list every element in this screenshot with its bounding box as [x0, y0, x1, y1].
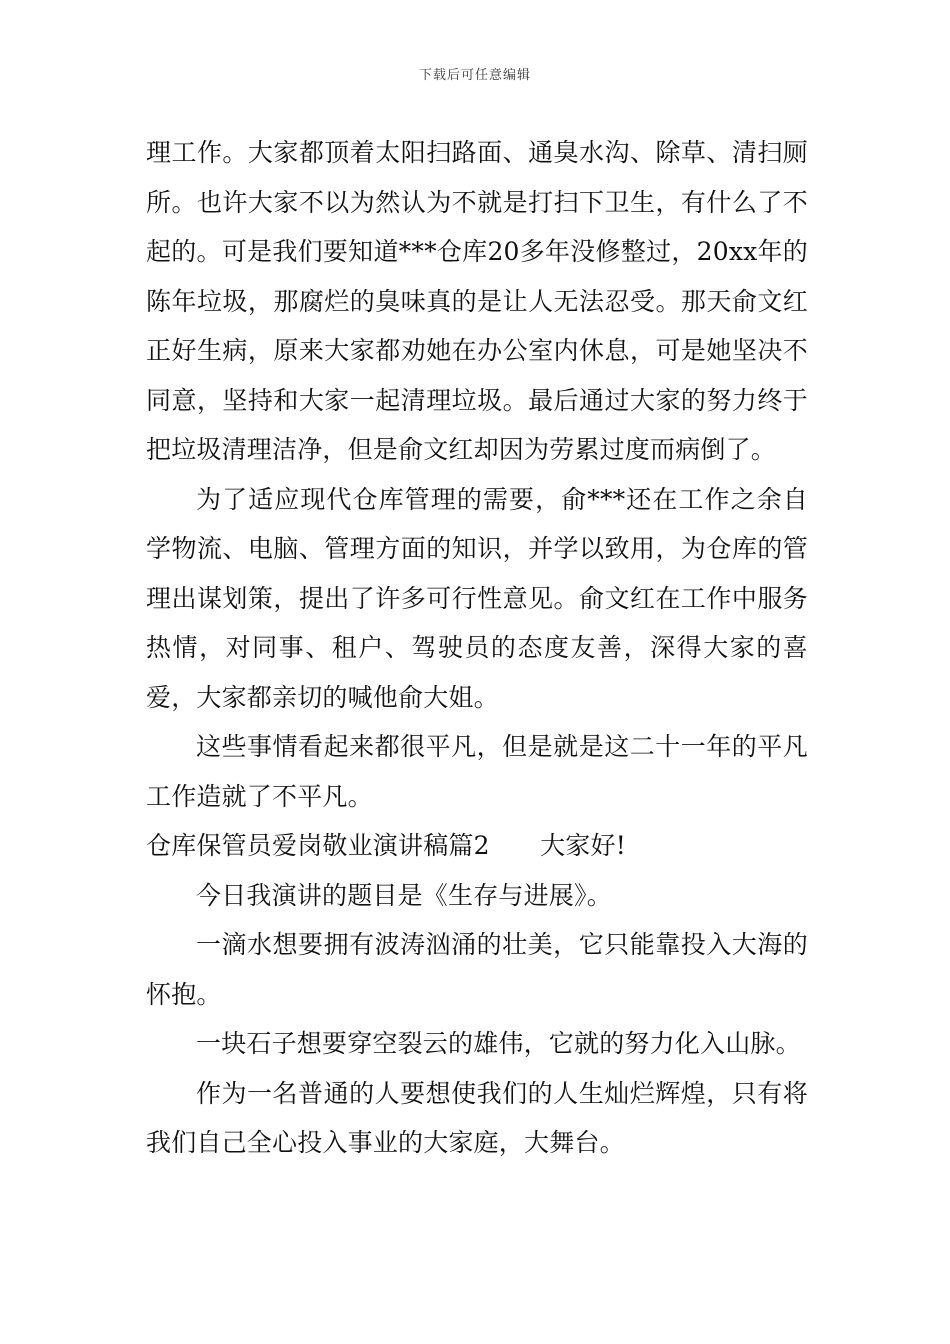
paragraph: 为了适应现代仓库管理的需要，俞***还在工作之余自学物流、电脑、管理方面的知识，并学以致用，为仓库的管理出谋划策，提出了许多可行性意见。俞文红在工作中服务热情，对同事、租户、驾驶员的态度友善，深得大家的喜爱，大家都亲切的喊他俞大姐。 — [146, 484, 808, 712]
paragraph: 理工作。大家都顶着太阳扫路面、通臭水沟、除草、清扫厕所。也许大家不以为然认为不就是打扫下卫生，有什么了不起的。可是我们要知道***仓库20多年没修整过，20xx年的陈年垃圾，那腐烂的臭味真的是让人无法忍受。那天俞文红正好生病，原来大家都劝她在办公室内休息，可是她坚决不同意，坚持和大家一起清理垃圾。最后通过大家的努力终于把垃圾清理洁净，但是俞文红却因为劳累过度而病倒了。 — [146, 138, 808, 464]
document-body — [146, 128, 808, 1168]
section-heading: 仓库保管员爱岗敬业演讲稿篇2 大家好! — [146, 831, 626, 860]
paragraph: 今日我演讲的题目是《生存与进展》。 — [196, 880, 612, 910]
paragraph: 作为一名普通的人要想使我们的人生灿烂辉煌，只有将我们自己全心投入事业的大家庭，大舞台。 — [146, 1078, 808, 1157]
paragraph: 一滴水想要拥有波涛汹涌的壮美，它只能靠投入大海的怀抱。 — [146, 930, 808, 1009]
paragraph: 一块石子想要穿空裂云的雄伟，它就的努力化入山脉。 — [196, 1029, 801, 1058]
paragraph: 这些事情看起来都很平凡，但是就是这二十一年的平凡工作造就了不平凡。 — [146, 732, 808, 811]
page-header: 下载后可任意编辑 — [418, 68, 531, 83]
